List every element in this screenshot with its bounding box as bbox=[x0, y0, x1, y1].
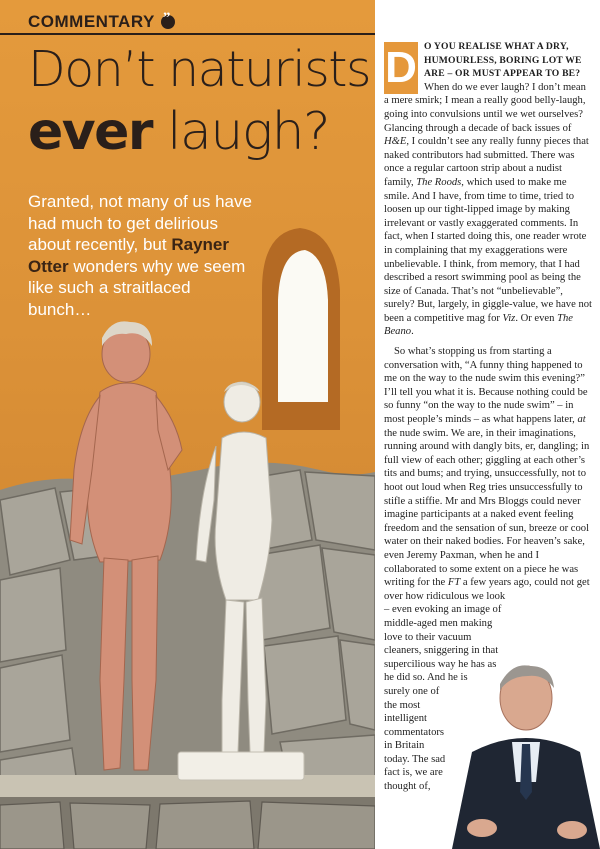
p3-text-b: surely one of the most intelligent commentators in Britain today. The sad fact is, we are thought of, bbox=[384, 685, 446, 793]
p3-text-a: – even evoking an image of middle-aged men making love to their vacuum cleaners, sniggering in that supercilious way he has as he did so. And he is bbox=[384, 604, 502, 684]
headline bbox=[28, 40, 371, 164]
p1-text-e: . bbox=[411, 326, 414, 338]
p1-text-d: . Or even bbox=[515, 312, 558, 324]
lead-in: O YOU REALISE WHAT A DRY, HUMOURLESS, BORING LOT WE ARE – OR MUST APPEAR TO BE? bbox=[424, 41, 582, 80]
p2-italic-at: at bbox=[577, 414, 586, 426]
section-rule bbox=[0, 33, 375, 35]
headline-line-1: Don’t naturists bbox=[28, 41, 371, 98]
p1-text-c: , which used to make me smile. And I have, from time to time, tried to loosen up our tight-lipped image by making irrelevant or vastly exaggerated comments. In fact, when I started doing this, one reader wrote in complaining that my exaggerations were unbelievable. I think, from memory, that I had described a resort swimming pool as being the size of Canada. That’s not “unbelievable”, surely? But, largely, in giggle-value, we have not been a competitive mag for bbox=[384, 176, 592, 324]
headline-emphasis: ever bbox=[28, 102, 153, 162]
headline-tail: laugh? bbox=[152, 102, 330, 162]
standfirst-before: Granted, not many of us have had much to get delirious about recently, but bbox=[28, 192, 252, 254]
beano-title: The Beano bbox=[384, 312, 573, 338]
drop-cap: D bbox=[385, 43, 417, 92]
standfirst bbox=[28, 191, 258, 320]
author-name: Rayner Otter bbox=[28, 235, 229, 276]
ft-title: FT bbox=[447, 577, 461, 589]
quote-icon bbox=[161, 15, 175, 29]
p2-text-b: the nude swim. We are, in their imaginations, running around with dangly bits, er, dangling; in full view of each other; giggling at each other’s tits and bums; and trying, unsuccessfully, not to hoot out loud when Reg tries unsuccessfully to stifle a stiffie. Mr and Mrs Bloggs could never imagine participants at a naked event feeling freedom and the sensation of sun, breeze or cool water on their naked bodies. For heaven’s sake, even Jeremy Paxman, when he and I collaborated to some extent on a piece he was writing for the bbox=[384, 427, 590, 589]
headline-line-2 bbox=[28, 100, 368, 164]
p2-text-c: a few years ago, could not get over how ridiculous we look bbox=[384, 577, 590, 602]
paragraph-3-continued bbox=[384, 685, 446, 794]
paragraph-2 bbox=[384, 345, 592, 603]
magazine-title: H&E bbox=[384, 136, 407, 148]
section-tag bbox=[28, 12, 175, 32]
p1-text-a: When do we ever laugh? I don’t mean a mere smirk; I mean a really good belly-laugh, going into convulsions until we wet ourselves? Glancing through a decade of back issues of bbox=[384, 81, 586, 134]
inset-photo bbox=[452, 632, 600, 849]
strip-title: The Roods bbox=[416, 176, 462, 188]
paragraph-1 bbox=[384, 40, 592, 339]
p2-text-a: So what’s stopping us from starting a conversation with, “A funny thing happened to me on the way to the nude swim this evening?” I’ll tell you what it is. Because nothing could be so funny “on the way to the nude swim” – in most people’s minds – as what happens later, bbox=[384, 346, 588, 426]
p1-text-b: , I couldn’t see any really funny pieces that naked contributors had submitted. There was once a regular cartoon strip about a nudist family, bbox=[384, 136, 589, 188]
viz-title: Viz bbox=[502, 312, 516, 324]
standfirst-after: wonders why we seem like such a straitlaced bunch… bbox=[28, 256, 246, 319]
section-label: COMMENTARY bbox=[28, 12, 155, 31]
